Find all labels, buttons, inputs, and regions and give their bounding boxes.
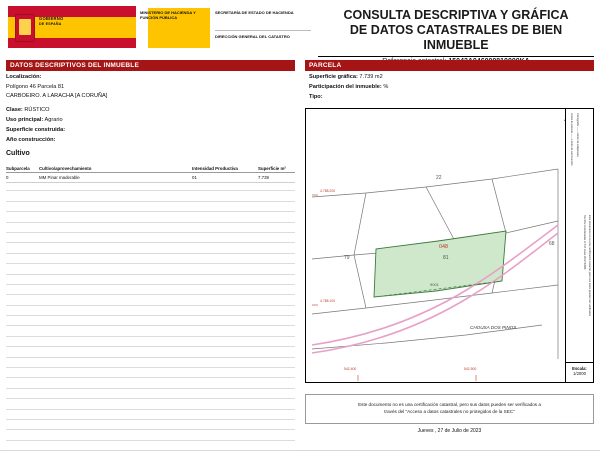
superficie-construida-row (6, 127, 65, 133)
cell-subparcela: 0 (6, 175, 9, 180)
parcel-label-22: 22 (436, 175, 442, 181)
uso-value: Agrario (44, 117, 63, 123)
section-bar-inmueble (6, 60, 295, 71)
localizacion-line1: Polígono 46 Parcela 81 (6, 84, 65, 90)
clase-row (6, 107, 50, 113)
title-line-2: DE DATOS CATASTRALES DE BIEN INMUEBLE (349, 23, 563, 52)
empty-row (6, 420, 295, 430)
parcel-label-79: 79 (344, 255, 350, 261)
cell-cultivo: MM Pinar maderable (39, 175, 80, 180)
section-bar-inmueble-highlight: INMUEBLE (103, 62, 139, 69)
map-scale-box (565, 362, 593, 382)
footer-date: Jueves , 27 de Julio de 2023 (417, 428, 482, 434)
empty-row (6, 191, 295, 201)
footer-disclaimer-line2: través del "Acceso a datos catastrales no protegidos de la SEC" (384, 409, 515, 414)
cultivo-heading: Cultivo (6, 150, 30, 157)
government-label-line2: DE ESPAÑA (39, 21, 62, 26)
empty-row (6, 399, 295, 409)
section-bar-parcela (305, 60, 594, 71)
header-divider (215, 30, 311, 31)
participacion-row (309, 84, 388, 90)
table-header-row (6, 163, 295, 173)
empty-row (6, 347, 295, 357)
column-header-intensidad: Intensidad Productiva (192, 166, 238, 171)
map-canvas[interactable] (306, 109, 593, 382)
empty-row (6, 441, 295, 451)
empty-row (6, 358, 295, 368)
legend-line-1: Límite de parcela —— Límite de construcción (570, 113, 573, 166)
ministry-label: MINISTERIO DE HACIENDA Y FUNCIÓN PÚBLICA (140, 10, 196, 21)
cell-superficie: 7.739 (258, 175, 269, 180)
tipo-row (309, 94, 323, 100)
document-header (0, 0, 600, 62)
place-name-label: CHOUSA DOS PINOS (470, 325, 517, 330)
empty-row (6, 430, 295, 440)
empty-row (6, 295, 295, 305)
clase-label: Clase: (6, 107, 23, 113)
spain-flag-logo (8, 6, 136, 48)
empty-row (6, 223, 295, 233)
section-bar-parcela-text: PARCELA (309, 62, 342, 69)
legend-line-3: SG.SIG Coordenadas U.T.M. Huso 29 ETRS89 (583, 215, 586, 270)
localizacion-label: Localización: (6, 74, 42, 80)
parcel-label-9001: 9001 (430, 282, 439, 287)
column-header-superficie: Superficie m² (258, 166, 286, 171)
table-empty-rows (6, 181, 295, 435)
empty-row (6, 316, 295, 326)
tipo-label: Tipo: (309, 94, 323, 100)
empty-row (6, 243, 295, 253)
empty-row (6, 368, 295, 378)
localizacion-line2: CARBOEIRO. A LARACHA [A CORUÑA] (6, 93, 108, 99)
legend-line-2: Cartografía —— Límite de subparcela (576, 113, 579, 157)
coord-label-bottom-left: 4.788.100 (320, 299, 336, 303)
cadastral-map[interactable] (305, 108, 594, 383)
uso-row (6, 117, 63, 123)
empty-row (6, 410, 295, 420)
empty-row (6, 212, 295, 222)
column-header-subparcela: Subparcela (6, 166, 30, 171)
map-scale-value: 1/2000 (573, 371, 586, 376)
empty-row (6, 254, 295, 264)
coord-label-top-left: 4.788.200 (320, 189, 336, 193)
legend-line-4: Este documento no es una certificación catastral, pero sus datos pueden ser verificados (588, 215, 591, 317)
title-line-1: CONSULTA DESCRIPTIVA Y GRÁFICA (343, 8, 569, 22)
empty-row (6, 337, 295, 347)
parcel-main-number: 048 (439, 244, 448, 250)
superficie-grafica-value: 7.739 m2 (359, 74, 383, 80)
uso-label: Uso principal: (6, 117, 44, 123)
parcel-label-68: 68 (549, 241, 555, 247)
government-label-line1: GOBIERNO (39, 16, 64, 21)
empty-row (6, 285, 295, 295)
superficie-construida-label: Superficie construida: (6, 127, 66, 133)
footer-disclaimer (305, 394, 594, 424)
cell-intensidad: 01 (192, 175, 197, 180)
map-side-legend (565, 109, 593, 382)
map-scale-label: Escala: (572, 366, 587, 371)
empty-row (6, 306, 295, 316)
secretary-label: SECRETARÍA DE ESTADO DE HACIENDA (215, 10, 294, 15)
empty-row (6, 275, 295, 285)
parcel-sub-number: 81 (443, 255, 449, 261)
cultivo-table (6, 163, 295, 183)
clase-value: RÚSTICO (24, 107, 50, 113)
column-header-cultivo: Cultivo/aprovechamiento (39, 166, 92, 171)
empty-row (6, 378, 295, 388)
empty-row (6, 181, 295, 191)
title-underline (318, 56, 594, 57)
dg-catastro-label: DIRECCIÓN GENERAL DEL CATASTRO (215, 34, 290, 39)
empty-row (6, 326, 295, 336)
anyo-construccion-label: Año construcción: (6, 137, 56, 143)
coord-label-bottom-x1: 542.400 (344, 367, 357, 371)
anyo-construccion-row (6, 137, 55, 143)
coat-of-arms-icon (15, 14, 35, 42)
participacion-label: Participación del inmueble: (309, 84, 382, 90)
superficie-grafica-row (309, 74, 383, 80)
empty-row (6, 233, 295, 243)
government-label (39, 17, 133, 39)
superficie-grafica-label: Superficie gráfica: (309, 74, 358, 80)
coord-label-bottom-x2: 542.500 (464, 367, 477, 371)
empty-row (6, 389, 295, 399)
empty-row (6, 202, 295, 212)
participacion-value: % (383, 84, 389, 90)
footer-disclaimer-line1: Este documento no es una certificación catastral, pero sus datos pueden ser verificados a (358, 402, 541, 407)
empty-row (6, 264, 295, 274)
section-bar-inmueble-text: DATOS DESCRIPTIVOS DEL (10, 62, 104, 69)
